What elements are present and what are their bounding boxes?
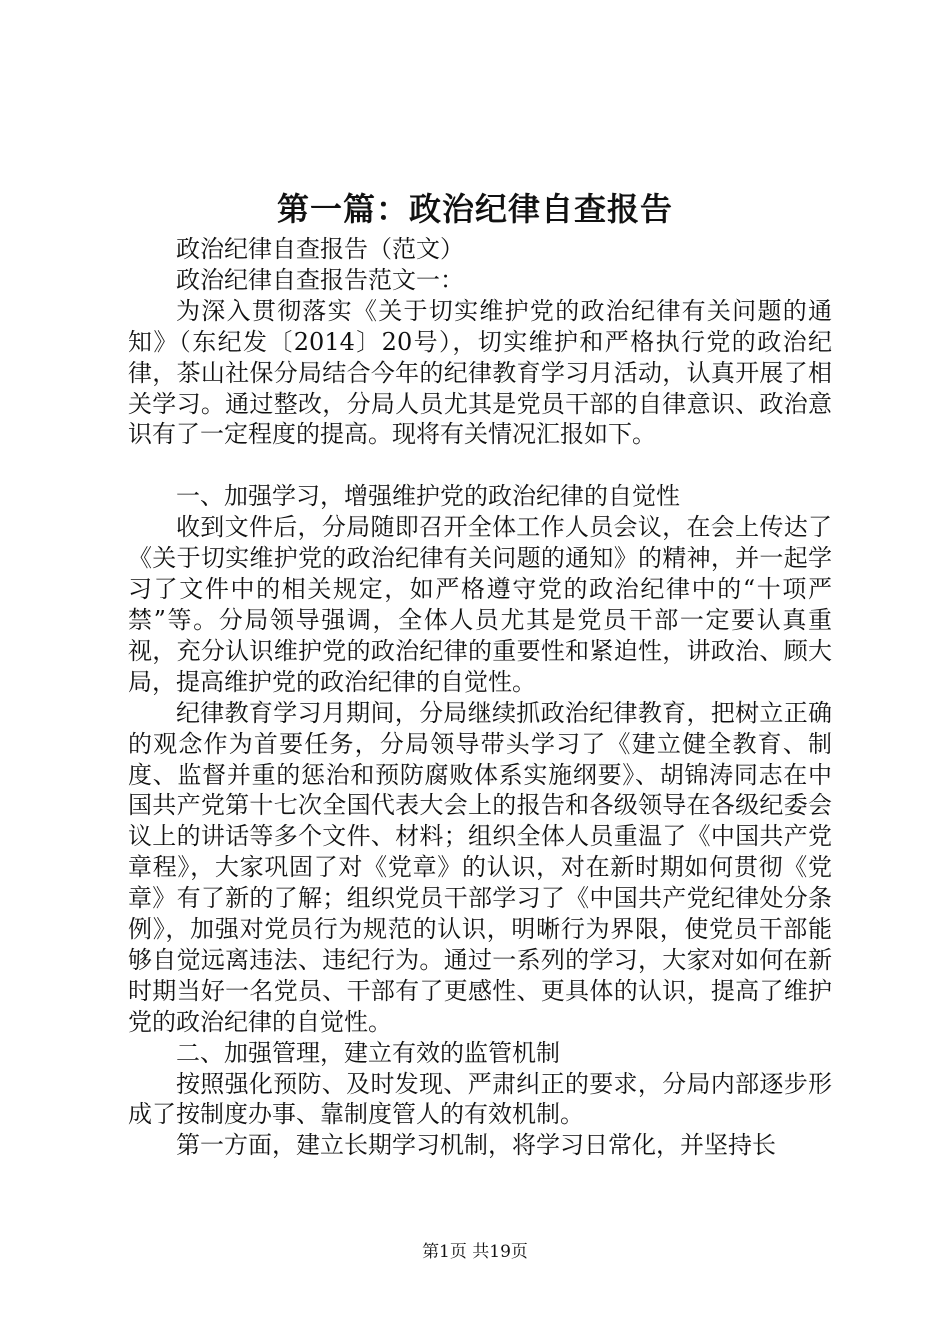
- section-heading: 二、加强管理，建立有效的监管机制: [176, 1038, 560, 1067]
- document-body: [128, 234, 832, 1161]
- document-title: 第一篇：政治纪律自查报告: [276, 190, 673, 228]
- section-heading: 一、加强学习，增强维护党的政治纪律的自觉性: [176, 482, 680, 511]
- paragraph: 收到文件后，分局随即召开全体工作人员会议，在会上传达了《关于切实维护党的政治纪律有关问题的通知》的精神，并一起学习了文件中的相关规定，如严格遵守党的政治纪律中的“十项严禁”等。分局领导强调，全体人员尤其是党员干部一定要认真重视，充分认识维护党的政治纪律的重要性和紧迫性，讲政治、顾大局，提高维护党的政治纪律的自觉性。: [128, 513, 832, 696]
- paragraph: 政治纪律自查报告范文一：: [176, 265, 464, 294]
- paragraph: 政治纪律自查报告（范文）: [176, 235, 464, 263]
- paragraph: 为深入贯彻落实《关于切实维护党的政治纪律有关问题的通知》（东纪发〔2014〕20号），切实维护和严格执行党的政治纪律，茶山社保分局结合今年的纪律教育学习月活动，认真开展了相关学习。通过整改，分局人员尤其是党员干部的自律意识、政治意识有了一定程度的提高。现将有关情况汇报如下。: [128, 296, 832, 449]
- page-footer: 第1页 共19页: [422, 1242, 528, 1262]
- paragraph: 按照强化预防、及时发现、严肃纠正的要求，分局内部逐步形成了按制度办事、靠制度管人的有效机制。: [128, 1069, 832, 1129]
- paragraph: 纪律教育学习月期间，分局继续抓政治纪律教育，把树立正确的观念作为首要任务，分局领导带头学习了《建立健全教育、制度、监督并重的惩治和预防腐败体系实施纲要》、胡锦涛同志在中国共产党第十七次全国代表大会上的报告和各级领导在各级纪委会议上的讲话等多个文件、材料；组织全体人员重温了《中国共产党章程》，大家巩固了对《党章》的认识，对在新时期如何贯彻《党章》有了新的了解；组织党员干部学习了《中国共产党纪律处分条例》，加强对党员行为规范的认识，明晰行为界限，使党员干部能够自觉远离违法、违纪行为。通过一系列的学习，大家对如何在新时期当好一名党员、干部有了更感性、更具体的认识，提高了维护党的政治纪律的自觉性。: [128, 698, 832, 1036]
- paragraph: 第一方面，建立长期学习机制，将学习日常化，并坚持长: [176, 1131, 776, 1160]
